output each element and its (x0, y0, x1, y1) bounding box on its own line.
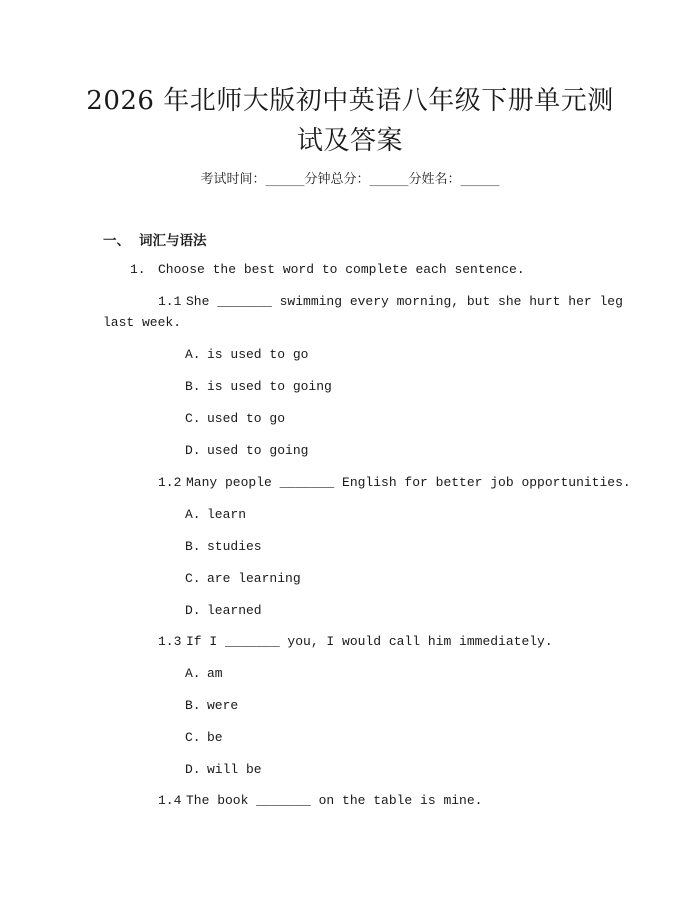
option-text: were (207, 698, 239, 713)
option-item (185, 697, 238, 715)
question-text: If I _______ you, I would call him immediately. (186, 634, 553, 649)
question-stem-continuation: last week. (103, 315, 182, 330)
document-title-line1: 2026 年北师大版初中英语八年级下册单元测 (86, 86, 614, 116)
section-number: 一、 (103, 233, 130, 249)
option-text: is used to going (207, 379, 332, 394)
option-letter: D. (185, 762, 201, 777)
option-text: be (207, 730, 223, 745)
option-letter: C. (185, 730, 201, 745)
section-title: 词汇与语法 (139, 233, 207, 249)
question-text: The book _______ on the table is mine. (186, 793, 483, 808)
option-letter: B. (185, 698, 201, 713)
question-stem (158, 792, 482, 810)
option-item (185, 602, 262, 620)
option-letter: C. (185, 571, 201, 586)
option-text: is used to go (207, 347, 309, 362)
exam-time-label: 考试时间：______分钟 (200, 172, 331, 187)
section-heading (103, 229, 207, 249)
student-name-label: 姓名：______ (421, 172, 500, 187)
total-score-label: 总分：______分 (330, 172, 422, 187)
question-number: 1.3 (158, 634, 182, 649)
exam-meta-row (0, 168, 700, 187)
option-item (185, 570, 301, 588)
option-item (185, 506, 246, 524)
question-stem (158, 474, 631, 492)
option-item (185, 729, 223, 747)
question-number: 1.1 (158, 294, 182, 309)
option-item (185, 538, 262, 556)
option-letter: A. (185, 347, 201, 362)
option-text: studies (207, 539, 262, 554)
option-item (185, 665, 223, 683)
option-text: used to going (207, 443, 309, 458)
question-stem (158, 633, 553, 651)
option-letter: B. (185, 379, 201, 394)
option-item (185, 378, 332, 396)
option-item (185, 410, 285, 428)
option-item (185, 761, 262, 779)
option-text: learn (207, 507, 247, 522)
option-item (185, 442, 308, 460)
question-text: She _______ swimming every morning, but she hurt her leg (186, 294, 623, 309)
question-stem (158, 293, 623, 311)
option-item (185, 346, 308, 364)
option-text: am (207, 666, 223, 681)
option-letter: A. (185, 666, 201, 681)
question-text: Many people _______ English for better job opportunities. (186, 475, 631, 490)
question-number: 1.2 (158, 475, 182, 490)
option-letter: B. (185, 539, 201, 554)
option-letter: A. (185, 507, 201, 522)
option-letter: D. (185, 443, 201, 458)
document-title-line2: 试及答案 (296, 126, 403, 156)
option-letter: C. (185, 411, 201, 426)
option-text: learned (207, 603, 262, 618)
option-letter: D. (185, 603, 201, 618)
question-number: 1.4 (158, 793, 182, 808)
instruction-line (130, 261, 525, 279)
instruction-text: Choose the best word to complete each sentence. (158, 262, 525, 277)
option-text: used to go (207, 411, 286, 426)
option-text: are learning (207, 571, 301, 586)
option-text: will be (207, 762, 262, 777)
instruction-number: 1. (130, 262, 146, 277)
